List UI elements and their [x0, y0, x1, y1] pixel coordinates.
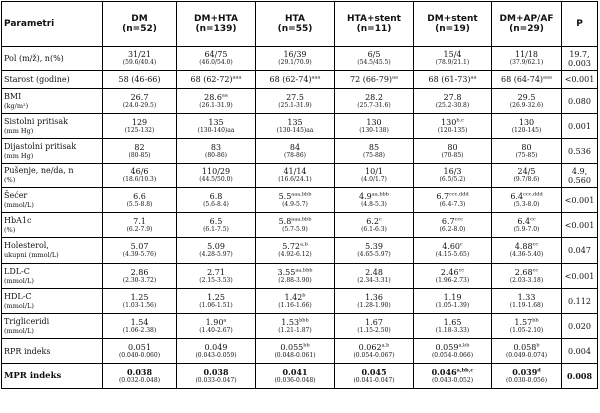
- table-cell: $4.9^{aa,bbb}$ (4.8-5.3): [335, 188, 414, 213]
- table-cell: 6.4$^{cc}$ (5.9-7.0): [492, 213, 562, 238]
- table-cell: $5.8^{aaa,bbb}$ (5.7-5.9): [256, 213, 335, 238]
- table-row: [2, 71, 598, 89]
- table-cell: 2.86 (2.30-3.72): [103, 264, 177, 289]
- table-cell: 5.72$^{a,b}$ (4.92-6.12): [256, 238, 335, 264]
- table-cell: 0.038 (0.033-0.047): [177, 364, 256, 389]
- table-row: [2, 188, 598, 213]
- table-cell: 15/4 (78.9/21.1): [414, 47, 492, 71]
- table-cell: 1.19 (1.05-1.39): [414, 289, 492, 314]
- row-label: Dijastolni pritisak (mm Hg): [2, 139, 103, 164]
- table-cell: 41/14 (16.6/24.1): [256, 164, 335, 188]
- table-cell: 68 $(62-74)^{aaa}$: [256, 71, 335, 89]
- table-row: [2, 213, 598, 238]
- table-cell: 84 (78-86): [256, 139, 335, 164]
- table-cell: 7.1 (6.2-7.9): [103, 213, 177, 238]
- table-cell: 29.5 (26.9-32.6): [492, 89, 562, 114]
- table-cell: 82 (80-85): [103, 139, 177, 164]
- table-cell: 0.038 (0.032-0.048): [103, 364, 177, 389]
- table-cell: 130$^{b,c}$ (120-135): [414, 114, 492, 139]
- row-label: RPR indeks: [2, 339, 103, 364]
- table-cell: $5.5^{aaa,bbb}$ (4.9-5.7): [256, 188, 335, 213]
- table-cell: 2.71 (2.15-3.53): [177, 264, 256, 289]
- table-row: [2, 238, 598, 264]
- table-cell: 46/6 (18.6/10.3): [103, 164, 177, 188]
- p-value: 0.008: [562, 364, 598, 389]
- row-label: MPR indeks: [2, 364, 103, 389]
- table-cell: 4.60$^c$ (4.15-5.65): [414, 238, 492, 264]
- table-row: [2, 289, 598, 314]
- row-label: Šećer (mmol/L): [2, 188, 103, 213]
- row-label: LDL-C (mmol/L): [2, 264, 103, 289]
- table-cell: 31/21 (59.6/40.4): [103, 47, 177, 71]
- row-label: Pušenje, ne/da, n (%): [2, 164, 103, 188]
- table-cell: 5.39 (4.65-5.97): [335, 238, 414, 264]
- table-cell: 0.039$^d$ (0.030-0.056): [492, 364, 562, 389]
- p-value: <0.001: [562, 71, 598, 89]
- table-cell: 1.90$^a$ (1.40-2.67): [177, 314, 256, 339]
- p-value: 0.004: [562, 339, 598, 364]
- table-cell: 5.09 (4.28-5.97): [177, 238, 256, 264]
- table-row: [2, 339, 598, 364]
- table-cell: 26.7 (24.0-29.5): [103, 89, 177, 114]
- table-cell: 6.5 (6.1-7.5): [177, 213, 256, 238]
- table-cell: 130 (120-145): [492, 114, 562, 139]
- table-cell: 24/5 (9.7/8.6): [492, 164, 562, 188]
- table-cell: 6.6 (5.5-8.8): [103, 188, 177, 213]
- table-cell: 64/75 (46.0/54.0): [177, 47, 256, 71]
- table-cell: 16/3 (6.5/5.2): [414, 164, 492, 188]
- row-label: Starost (godine): [2, 71, 103, 89]
- table-cell: 0.058$^b$ (0.049-0.074): [492, 339, 562, 364]
- header-group-hta: HTA (n=55): [256, 2, 335, 47]
- table-cell: 110/29 (44.5/50.0): [177, 164, 256, 188]
- table-cell: 28.2 (25.7-31.6): [335, 89, 414, 114]
- table-cell: 1.25 (1.06-1.51): [177, 289, 256, 314]
- table-cell: 1.25 (1.03-1.56): [103, 289, 177, 314]
- table-cell: 0.062$^{a,b}$ (0.054-0.067): [335, 339, 414, 364]
- row-label: Pol (m/ž), n(%): [2, 47, 103, 71]
- p-value: 0.112: [562, 289, 598, 314]
- p-value: <0.001: [562, 188, 598, 213]
- table-cell: 16/39 (29.1/70.9): [256, 47, 335, 71]
- table-cell: $3.55^{aa,bbb}$ (2.88-3.90): [256, 264, 335, 289]
- table-cell: 1.33 (1.19-1.68): [492, 289, 562, 314]
- table-cell: 130 (130-138): [335, 114, 414, 139]
- table-cell: $0.059^{a,bb}$ (0.054-0.066): [414, 339, 492, 364]
- table-cell: 135 (130-145)aa: [256, 114, 335, 139]
- header-row: [2, 2, 598, 47]
- p-value: 0.536: [562, 139, 598, 164]
- table-cell: 27.5 (25.1-31.9): [256, 89, 335, 114]
- table-cell: 11/18 (37.9/62.1): [492, 47, 562, 71]
- table-row: [2, 89, 598, 114]
- header-group-dm-hta: DM+HTA (n=139): [177, 2, 256, 47]
- p-value: 0.080: [562, 89, 598, 114]
- row-label: HDL-C (mmol/L): [2, 289, 103, 314]
- p-value: 0.020: [562, 314, 598, 339]
- header-group-dm-stent: DM+stent (n=19): [414, 2, 492, 47]
- table-cell: 72 $(66-79)^{aa}$: [335, 71, 414, 89]
- table-row: [2, 164, 598, 188]
- p-value: <0.001: [562, 264, 598, 289]
- table-cell: 0.049 (0.043-0.059): [177, 339, 256, 364]
- header-group-hta-stent: HTA+stent (n=11): [335, 2, 414, 47]
- table-cell: 6/5 (54.5/45.5): [335, 47, 414, 71]
- table-cell: 68 $(61-73)^{aa}$: [414, 71, 492, 89]
- table-cell: 58 (46-66): [103, 71, 177, 89]
- table-cell: 2.46$^{cc}$ (1.96-2.73): [414, 264, 492, 289]
- table-cell: 10/1 (4.0/1.7): [335, 164, 414, 188]
- table-cell: $6.4^{ccc,ddd}$ (5.3-8.0): [492, 188, 562, 213]
- row-label: Holesterol, ukupni (mmol/L): [2, 238, 103, 264]
- table-row: [2, 264, 598, 289]
- table-cell: 1.42$^b$ (1.16-1.66): [256, 289, 335, 314]
- table-cell: 1.36 (1.28-1.90): [335, 289, 414, 314]
- table-row: [2, 364, 598, 389]
- table-cell: 6.8 (5.6-8.4): [177, 188, 256, 213]
- table-cell: 4.88$^{cc}$ (4.36-5.40): [492, 238, 562, 264]
- row-label: BMI (kg/m²): [2, 89, 103, 114]
- table-cell: 27.8 (25.2-30.8): [414, 89, 492, 114]
- p-value: 4.9, 0.560: [562, 164, 598, 188]
- table-cell: 1.57$^{bb}$ (1.05-2.10): [492, 314, 562, 339]
- row-label: Trigliceridi (mmol/L): [2, 314, 103, 339]
- table-row: [2, 314, 598, 339]
- table-cell: 2.48 (2.34-3.31): [335, 264, 414, 289]
- table-cell: 1.67 (1.15-2.50): [335, 314, 414, 339]
- table-cell: 6.7$^{ccc}$ (6.2-8.0): [414, 213, 492, 238]
- table-cell: 1.65 (1.18-3.33): [414, 314, 492, 339]
- table-row: [2, 139, 598, 164]
- table-cell: 5.07 (4.39-5.76): [103, 238, 177, 264]
- table-cell: 28.6$^{aa}$ (26.1-31.9): [177, 89, 256, 114]
- p-value: 19.7, 0.003: [562, 47, 598, 71]
- header-p: P: [562, 2, 598, 47]
- table-cell: 68 $(62-72)^{aaa}$: [177, 71, 256, 89]
- header-group-dm: DM (n=52): [103, 2, 177, 47]
- p-value: 0.047: [562, 238, 598, 264]
- p-value: <0.001: [562, 213, 598, 238]
- table-cell: 0.045 (0.041-0.047): [335, 364, 414, 389]
- table-cell: 83 (80-86): [177, 139, 256, 164]
- table-row: [2, 114, 598, 139]
- p-value: 0.001: [562, 114, 598, 139]
- results-table: [1, 1, 598, 389]
- table-cell: 1.53$^{bbb}$ (1.21-1.87): [256, 314, 335, 339]
- table-cell: 68 $(64-74)^{aaa}$: [492, 71, 562, 89]
- table-cell: 85 (75-88): [335, 139, 414, 164]
- table-cell: $6.7^{ccc,ddd}$ (6.4-7.3): [414, 188, 492, 213]
- table-cell: 0.055$^{bb}$ (0.048-0.061): [256, 339, 335, 364]
- table-cell: 80 (70-85): [414, 139, 492, 164]
- table-cell: 0.041 (0.036-0.048): [256, 364, 335, 389]
- header-param: Parametri: [2, 2, 103, 47]
- table-cell: 1.54 (1.06-2.38): [103, 314, 177, 339]
- table-row: [2, 47, 598, 71]
- table-cell: 6.2$^c$ (6.1-6.3): [335, 213, 414, 238]
- table-cell: 129 (125-132): [103, 114, 177, 139]
- table-cell: $0.046^{a,bb,c}$ (0.043-0.052): [414, 364, 492, 389]
- table-cell: 2.68$^{cc}$ (2.03-3.18): [492, 264, 562, 289]
- table-cell: 80 (75-85): [492, 139, 562, 164]
- row-label: Sistolni pritisak (mm Hg): [2, 114, 103, 139]
- table-cell: 135 (130-140)aa: [177, 114, 256, 139]
- table-cell: 0.051 (0.040-0.060): [103, 339, 177, 364]
- row-label: HbA1c (%): [2, 213, 103, 238]
- header-group-dm-ap-af: DM+AP/AF (n=29): [492, 2, 562, 47]
